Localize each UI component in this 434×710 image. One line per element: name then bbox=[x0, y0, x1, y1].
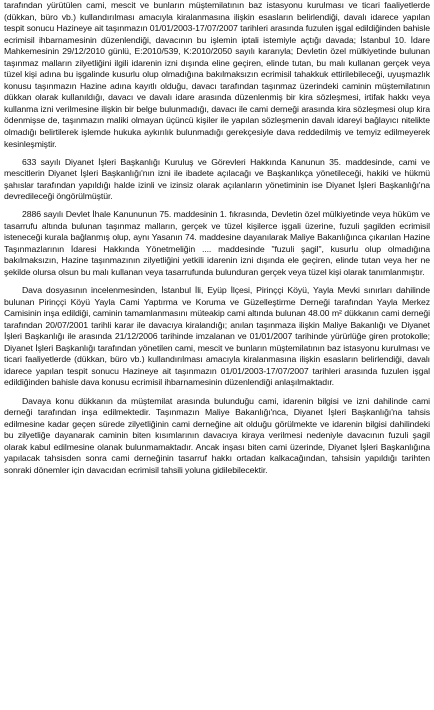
paragraph-ecrimisil-background: tarafından yürütülen cami, mescit ve bunların müştemilatının baz istasyonu kurulması ve ticari faaliyetlerde (dükkan, büro vb.) kullandırılması amacıyla kiralanmasına ilişkin esasların belirlendiği, davalı idarece yapılan tespit sonucu Hazineye ait taşınmazın 01/01/2003-17/07/2007 tarihleri arasında fuzulen işgal edildiğinden bahisle ecrimisil ihbarnamesinin düzenlendiği, davacının bu işlemin iptali istemiyle açtığı davada; İstanbul 10. İdare Mahkemesinin 29/12/2010 günlü, E:2010/539, K:2010/2050 sayılı kararıyla; Devletin özel mülkiyetinde bulunan taşınmaz malların zilyetliğini ilgili idarenin izni dışında eline geçiren, elinde tutan, bu malı kullanan gerçek veya tüzel kişi adına bu işgalinde kusurlu olup olmadığına bakılmaksızın ecrimisil tahakkuk ettirilebileceği, uyuşmazlık konusu taşınmazın Hazine adına kayıtlı olduğu, davacı tarafından taşınmaz üzerindeki caminin müştemilatının dükkan olarak kullanıldığı, davacı ve davalı idare arasında düzenlenmiş bir kira sözleşmesi, irtifak hakkı veya kullanma izni verilmesine ilişkin bir belge bulunmadığı, davacı ile cami derneği arasında kira sözleşmesi olup kira ödenmişse de, taşınmazın maliki olmayan üçüncü kişiler ile yapılan sözleşmenin davalı idareyi bağlayıcı nitelikte olmadığı belirtilerek işlemde hukuka aykırılık bulunmadığı gerekçesiyle dava reddedilmiş ve temyiz edilmeyerek kesinleşmiştir. bbox=[4, 0, 430, 149]
paragraph-case-file-review: Dava dosyasının incelenmesinden, İstanbul İli, Eyüp İlçesi, Pirinççi Köyü, Yayla Mevki sınırları dahilinde bulunan Pirinççi Köyü Yayla Cami Yaptırma ve Koruma ve Güzelleştirme Derneği tarafından Yayla Merkez Camisinin inşa edildiği, caminin tamamlanmasını müteakip cami altında bulunan 48.00 m² dükkanın cami derneği tarafından 20/07/2001 tarihli karar ile davacıya kiralandığı; anılan taşınmaza ilişkin Maliye Bakanlığı ve Diyanet İşleri Başkanlığı ile arasında 21/12/2006 tarihinde imzalanan ve 01/01/2007 tarihinde yürürlüğe giren protokolle; Diyanet İşleri Başkanlığı tarafından yönetilen cami, mescit ve bunların müştemilatının baz istasyonu kurulması ve ticari faaliyetlerde (dükkan, büro vb.) kullandırılması amacıyla kiralanmasına ilişkin esasların belirlendiği, davalı idarece yapılan tespit sonucu Hazineye ait taşınmazın 01/01/2003-17/07/2007 tarihleri arasında fuzulen işgal edildiğinden bahisle dava konusu ecrimisil ihbarnamesinin düzenlendiği anlaşılmaktadır. bbox=[4, 285, 430, 388]
paragraph-evaluation: Davaya konu dükkanın da müştemilat arasında bulunduğu cami, idarenin bilgisi ve izni dahilinde cami derneği tarafından inşa edilmektedir. Taşınmazın Maliye Bakanlığı'nca, Diyanet İşleri Başkanlığı'na tahsis edilmesine kadar geçen sürede zilyetliğinin cami derneğine ait olduğu görülmekte ve idarenin bilgisi dahilindeki bu zilyetliğe dayanarak caminin biten kısımlarının davacıya kiraya verilmesi nedeniyle davacının fuzuli şagil olarak kabul edilmesine olanak bulunmamaktadır. Ancak inşası biten cami üzerinde, Diyanet İşleri Başkanlığına yapılacak tahsisden sonra cami derneğinin tasarruf hakkı ortadan kalkacağından, tahsisin yapıldığı tarihten sonraki dönemler için davacıdan ecrimisil tahsili yoluna gidilebilecektir. bbox=[4, 395, 430, 475]
paragraph-law-2886: 2886 sayılı Devlet İhale Kanununun 75. maddesinin 1. fıkrasında, Devletin özel mülkiyetinde veya hüküm ve tasarrufu altında bulunan taşınmaz malların, gerçek ve tüzel kişilerce işgali üzerine, fuzuli şagilden ecrimisil isteneceği kurala bağlanmış olup, aynı Yasanın 74. maddesine dayanılarak Maliye Bakanlığınca çıkarılan Hazine Taşınmazlarının İdaresi Hakkında Yönetmeliğin .... maddesinde "fuzuli şagil", kusurlu olup olmadığına bakılmaksızın, Hazine taşınmazının zilyetliğini yetkili idarenin izni dışında ele geçiren, elinde tutan veya her ne şekilde olursa olsun bu malı kullanan veya tasarrufunda bulunduran gerçek veya tüzel kişi olarak tanımlanmıştır. bbox=[4, 209, 430, 278]
paragraph-law-633: 633 sayılı Diyanet İşleri Başkanlığı Kuruluş ve Görevleri Hakkında Kanunun 35. maddesinde, cami ve mescitlerin Diyanet İşleri Başkanlığı'nın izni ile ibadete açılacağı ve Başkanlıkça yönetileceği, hakiki ve hükmü şahıslar tarafından yapıldığı halde izinli ve izinsiz olarak açılanların yönetiminin ise Diyanet İşleri Başkanlığı'na devredileceği öngörülmüştür. bbox=[4, 156, 430, 202]
